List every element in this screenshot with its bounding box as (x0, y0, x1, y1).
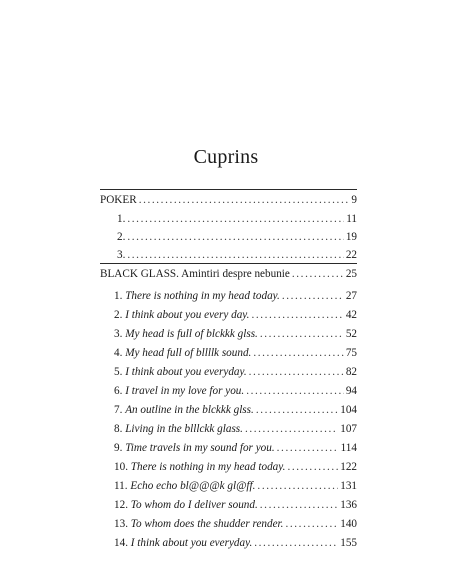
dot-leader (249, 366, 344, 378)
toc-entry-title: 6. I travel in my love for you. (114, 385, 245, 397)
toc-entry-title: 8. Living in the blllckk glass. (114, 423, 243, 435)
toc-page-number: 131 (340, 480, 357, 492)
toc-page-number: 82 (345, 366, 357, 378)
toc-entry (114, 461, 357, 473)
toc-heading-poker (100, 194, 357, 206)
dot-leader (256, 404, 338, 416)
section-divider (100, 189, 357, 190)
toc-page-number: 75 (345, 347, 357, 359)
toc-heading-label: BLACK GLASS. Amintiri despre nebunie (100, 268, 290, 280)
toc-heading-label: POKER (100, 194, 137, 206)
toc-entry (114, 499, 357, 511)
toc-entry (117, 213, 357, 225)
dot-leader (127, 213, 344, 225)
dot-leader (254, 537, 338, 549)
dot-leader (260, 328, 344, 340)
dot-leader (282, 290, 344, 302)
toc-entry-title: 9. Time travels in my sound for you. (114, 442, 275, 454)
toc-entry-title: 11. Echo echo bl@@@k gl@ff. (114, 480, 256, 492)
toc-page-number: 11 (346, 213, 357, 225)
dot-leader (253, 347, 343, 359)
dot-leader (257, 480, 338, 492)
dot-leader (245, 423, 338, 435)
toc-entry (114, 366, 357, 378)
toc-entry-title: 13. To whom does the shudder render. (114, 518, 284, 530)
dot-leader (285, 518, 338, 530)
toc-entry (114, 290, 357, 302)
toc-page-number: 52 (345, 328, 357, 340)
toc-page-number: 9 (351, 194, 357, 206)
toc-page-number: 136 (340, 499, 357, 511)
toc-entry-title: 14. I think about you everyday. (114, 537, 253, 549)
toc-entry-title: 2. I think about you every day. (114, 309, 250, 321)
toc-page-number: 42 (345, 309, 357, 321)
section-divider (100, 263, 357, 264)
dot-leader (287, 461, 338, 473)
dot-leader (260, 499, 338, 511)
toc-entry-number: 3. (117, 249, 126, 261)
dot-leader (127, 231, 343, 243)
toc-entry (114, 404, 357, 416)
dot-leader (277, 442, 339, 454)
toc-entry-title: 4. My head full of bllllk sound. (114, 347, 252, 359)
toc-page-number: 122 (340, 461, 357, 473)
toc-entry-title: 3. My head is full of blckkk glss. (114, 328, 258, 340)
toc-page-number: 140 (340, 518, 357, 530)
toc-entry (117, 231, 357, 243)
toc-entry-number: 1. (117, 213, 126, 225)
dot-leader (251, 309, 343, 321)
toc-page-number: 107 (340, 423, 357, 435)
toc-page-number: 104 (340, 404, 357, 416)
toc-entry-title: 10. There is nothing in my head today. (114, 461, 286, 473)
toc-entry (114, 347, 357, 359)
toc-entry (114, 442, 357, 454)
toc-entry-number: 2. (117, 231, 126, 243)
dot-leader (127, 249, 343, 261)
toc-entry-title: 7. An outline in the blckkk glss. (114, 404, 254, 416)
toc-page-number: 25 (345, 268, 357, 280)
toc-entry-title: 12. To whom do I deliver sound. (114, 499, 258, 511)
dot-leader (246, 385, 344, 397)
toc-page-number: 155 (340, 537, 357, 549)
toc-entry (114, 537, 357, 549)
page-title: Cuprins (193, 146, 259, 168)
toc-entry (114, 480, 357, 492)
dot-leader (139, 194, 350, 206)
toc-entry (114, 423, 357, 435)
toc-page-number: 114 (340, 442, 357, 454)
toc-entry (114, 309, 357, 321)
toc-entry (117, 249, 357, 261)
toc-page-number: 22 (345, 249, 357, 261)
toc-heading-black-glass (100, 268, 357, 280)
toc-page-number: 94 (345, 385, 357, 397)
toc-entry (114, 328, 357, 340)
dot-leader (292, 268, 344, 280)
toc-entry-title: 5. I think about you everyday. (114, 366, 247, 378)
toc-entry (114, 385, 357, 397)
toc-entry-title: 1. There is nothing in my head today. (114, 290, 280, 302)
toc-entry (114, 518, 357, 530)
toc-page-number: 27 (345, 290, 357, 302)
toc-page-number: 19 (345, 231, 357, 243)
